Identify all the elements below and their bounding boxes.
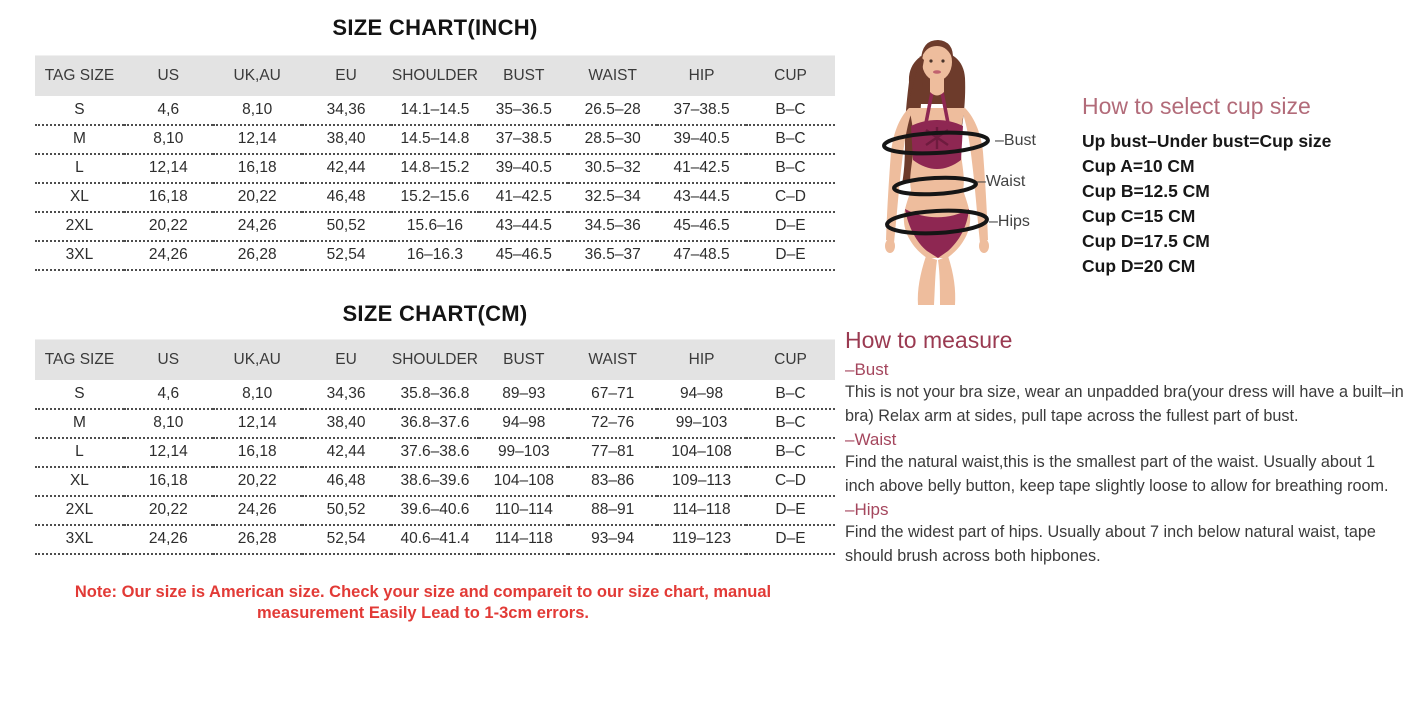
cm-chart-title: SIZE CHART(CM) xyxy=(342,301,528,326)
table-cell: 24,26 xyxy=(124,241,213,270)
table-cell: 43–44.5 xyxy=(479,212,568,241)
table-cell: XL xyxy=(35,183,124,212)
cm-size-table xyxy=(35,339,835,555)
cup-d-line: Cup D=17.5 CM xyxy=(1082,231,1210,251)
table-cell: 8,10 xyxy=(213,96,302,125)
table-cell: 43–44.5 xyxy=(657,183,746,212)
table-row xyxy=(35,241,835,270)
column-header: CUP xyxy=(746,340,835,380)
inch-header-row xyxy=(35,56,835,96)
table-cell: 39–40.5 xyxy=(479,154,568,183)
measure-hips-label: –Hips xyxy=(845,500,889,519)
table-cell: 26,28 xyxy=(213,525,302,554)
table-cell: 34,36 xyxy=(302,380,391,409)
right-leg xyxy=(938,256,955,305)
table-cell: 47–48.5 xyxy=(657,241,746,270)
table-cell: 89–93 xyxy=(479,380,568,409)
table-cell: 2XL xyxy=(35,212,124,241)
table-cell: 4,6 xyxy=(124,96,213,125)
table-cell: 41–42.5 xyxy=(479,183,568,212)
column-header: UK,AU xyxy=(213,56,302,96)
table-cell: B–C xyxy=(746,125,835,154)
table-cell: 93–94 xyxy=(568,525,657,554)
table-row xyxy=(35,380,835,409)
measure-bust-label: –Bust xyxy=(845,360,889,379)
table-cell: 20,22 xyxy=(124,212,213,241)
model-photo xyxy=(853,30,1068,305)
table-cell: D–E xyxy=(746,241,835,270)
table-cell: 67–71 xyxy=(568,380,657,409)
table-cell: 36.8–37.6 xyxy=(391,409,480,438)
column-header: HIP xyxy=(657,56,746,96)
table-cell: 88–91 xyxy=(568,496,657,525)
cup-d20-line: Cup D=20 CM xyxy=(1082,256,1196,276)
table-cell: 15.6–16 xyxy=(391,212,480,241)
column-header: WAIST xyxy=(568,56,657,96)
column-header: US xyxy=(124,56,213,96)
measure-bust-text: This is not your bra size, wear an unpadded bra(your dress will have a built–in bra) Relax arm at sides, pull tape across the fullest part of bust. xyxy=(845,383,1404,425)
table-cell: 77–81 xyxy=(568,438,657,467)
column-header: SHOULDER xyxy=(391,340,480,380)
model-illustration xyxy=(853,30,1068,305)
table-cell: 28.5–30 xyxy=(568,125,657,154)
table-cell: 114–118 xyxy=(479,525,568,554)
table-cell: 3XL xyxy=(35,525,124,554)
table-row xyxy=(35,496,835,525)
table-cell: 26.5–28 xyxy=(568,96,657,125)
table-cell: 40.6–41.4 xyxy=(391,525,480,554)
column-header: SHOULDER xyxy=(391,56,480,96)
inch-chart-title: SIZE CHART(INCH) xyxy=(332,15,538,40)
table-cell: 14.8–15.2 xyxy=(391,154,480,183)
table-row xyxy=(35,525,835,554)
table-cell: 50,52 xyxy=(302,496,391,525)
table-cell: B–C xyxy=(746,96,835,125)
table-cell: 30.5–32 xyxy=(568,154,657,183)
measure-guide xyxy=(845,327,1407,568)
table-cell: 109–113 xyxy=(657,467,746,496)
table-cell: 38,40 xyxy=(302,409,391,438)
table-cell: 24,26 xyxy=(213,496,302,525)
table-cell: L xyxy=(35,154,124,183)
table-row xyxy=(35,96,835,125)
table-cell: 16–16.3 xyxy=(391,241,480,270)
column-header: BUST xyxy=(479,340,568,380)
table-cell: 46,48 xyxy=(302,467,391,496)
table-cell: 52,54 xyxy=(302,241,391,270)
table-cell: D–E xyxy=(746,496,835,525)
table-cell: 35.8–36.8 xyxy=(391,380,480,409)
table-cell: 83–86 xyxy=(568,467,657,496)
table-row xyxy=(35,125,835,154)
column-header: BUST xyxy=(479,56,568,96)
table-cell: 16,18 xyxy=(213,438,302,467)
table-cell: 8,10 xyxy=(124,125,213,154)
table-cell: 52,54 xyxy=(302,525,391,554)
column-header: WAIST xyxy=(568,340,657,380)
table-cell: 2XL xyxy=(35,496,124,525)
cup-size-guide xyxy=(1082,93,1407,279)
table-cell: 12,14 xyxy=(124,154,213,183)
left-hand xyxy=(885,239,895,253)
lips xyxy=(933,70,941,74)
table-cell: 110–114 xyxy=(479,496,568,525)
table-cell: C–D xyxy=(746,467,835,496)
table-row xyxy=(35,409,835,438)
table-cell: 94–98 xyxy=(479,409,568,438)
table-cell: 94–98 xyxy=(657,380,746,409)
table-cell: 35–36.5 xyxy=(479,96,568,125)
table-cell: 119–123 xyxy=(657,525,746,554)
column-header: TAG SIZE xyxy=(35,56,124,96)
note-line-2: measurement Easily Lead to 1-3cm errors. xyxy=(257,603,589,622)
table-cell: 12,14 xyxy=(213,409,302,438)
table-cell: 24,26 xyxy=(124,525,213,554)
table-cell: 20,22 xyxy=(213,183,302,212)
table-cell: 45–46.5 xyxy=(657,212,746,241)
cup-guide-title: How to select cup size xyxy=(1082,93,1311,119)
column-header: TAG SIZE xyxy=(35,340,124,380)
waist-label: –Waist xyxy=(977,173,1026,190)
table-cell: 72–76 xyxy=(568,409,657,438)
column-header: UK,AU xyxy=(213,340,302,380)
table-cell: 36.5–37 xyxy=(568,241,657,270)
table-cell: 14.5–14.8 xyxy=(391,125,480,154)
table-cell: 37–38.5 xyxy=(657,96,746,125)
table-row xyxy=(35,467,835,496)
table-cell: 4,6 xyxy=(124,380,213,409)
table-cell: 12,14 xyxy=(213,125,302,154)
table-cell: 46,48 xyxy=(302,183,391,212)
table-cell: C–D xyxy=(746,183,835,212)
table-cell: 16,18 xyxy=(124,467,213,496)
table-cell: 34.5–36 xyxy=(568,212,657,241)
cup-b-line: Cup B=12.5 CM xyxy=(1082,181,1210,201)
table-cell: 24,26 xyxy=(213,212,302,241)
table-cell: 8,10 xyxy=(213,380,302,409)
table-cell: 38,40 xyxy=(302,125,391,154)
inch-size-table xyxy=(35,55,835,271)
right-eye xyxy=(941,59,944,62)
left-leg xyxy=(918,256,937,305)
table-cell: 20,22 xyxy=(124,496,213,525)
table-row xyxy=(35,183,835,212)
table-cell: S xyxy=(35,380,124,409)
measure-guide-title: How to measure xyxy=(845,327,1013,353)
measure-hips-text: Find the widest part of hips. Usually about 7 inch below natural waist, tape should brush across both hipbones. xyxy=(845,523,1376,565)
table-cell: S xyxy=(35,96,124,125)
table-cell: 14.1–14.5 xyxy=(391,96,480,125)
table-cell: 16,18 xyxy=(213,154,302,183)
table-cell: B–C xyxy=(746,409,835,438)
table-cell: 38.6–39.6 xyxy=(391,467,480,496)
cup-formula: Up bust–Under bust=Cup size xyxy=(1082,131,1332,151)
table-row xyxy=(35,438,835,467)
column-header: CUP xyxy=(746,56,835,96)
table-cell: 8,10 xyxy=(124,409,213,438)
table-cell: 37.6–38.6 xyxy=(391,438,480,467)
table-cell: 99–103 xyxy=(657,409,746,438)
table-cell: 15.2–15.6 xyxy=(391,183,480,212)
bust-label: –Bust xyxy=(995,132,1036,149)
table-cell: B–C xyxy=(746,154,835,183)
measure-waist-label: –Waist xyxy=(845,430,897,449)
table-cell: 42,44 xyxy=(302,154,391,183)
table-cell: 41–42.5 xyxy=(657,154,746,183)
column-header: EU xyxy=(302,340,391,380)
table-cell: 3XL xyxy=(35,241,124,270)
table-cell: D–E xyxy=(746,212,835,241)
table-row xyxy=(35,212,835,241)
column-header: HIP xyxy=(657,340,746,380)
table-cell: 12,14 xyxy=(124,438,213,467)
table-cell: M xyxy=(35,409,124,438)
hips-label: –Hips xyxy=(989,213,1030,230)
right-hand xyxy=(979,239,989,253)
table-cell: 50,52 xyxy=(302,212,391,241)
size-note xyxy=(12,582,834,623)
table-cell: B–C xyxy=(746,380,835,409)
table-cell: 37–38.5 xyxy=(479,125,568,154)
table-cell: 114–118 xyxy=(657,496,746,525)
table-cell: L xyxy=(35,438,124,467)
table-cell: 34,36 xyxy=(302,96,391,125)
table-cell: 32.5–34 xyxy=(568,183,657,212)
column-header: EU xyxy=(302,56,391,96)
table-cell: B–C xyxy=(746,438,835,467)
table-cell: D–E xyxy=(746,525,835,554)
cup-a-line: Cup A=10 CM xyxy=(1082,156,1195,176)
column-header: US xyxy=(124,340,213,380)
table-cell: 99–103 xyxy=(479,438,568,467)
cm-header-row xyxy=(35,340,835,380)
table-cell: 45–46.5 xyxy=(479,241,568,270)
table-cell: 104–108 xyxy=(479,467,568,496)
table-cell: 39.6–40.6 xyxy=(391,496,480,525)
table-row xyxy=(35,154,835,183)
table-cell: 16,18 xyxy=(124,183,213,212)
table-cell: 20,22 xyxy=(213,467,302,496)
left-eye xyxy=(929,59,932,62)
measure-waist-text: Find the natural waist,this is the smallest part of the waist. Usually about 1 inch above belly button, keep tape slightly loose to allow for breathing room. xyxy=(845,453,1389,495)
cup-c-line: Cup C=15 CM xyxy=(1082,206,1196,226)
table-cell: 104–108 xyxy=(657,438,746,467)
table-cell: 42,44 xyxy=(302,438,391,467)
table-cell: 26,28 xyxy=(213,241,302,270)
note-line-1: Note: Our size is American size. Check your size and compareit to our size chart, manual xyxy=(74,583,772,601)
table-cell: XL xyxy=(35,467,124,496)
table-cell: 39–40.5 xyxy=(657,125,746,154)
table-cell: M xyxy=(35,125,124,154)
